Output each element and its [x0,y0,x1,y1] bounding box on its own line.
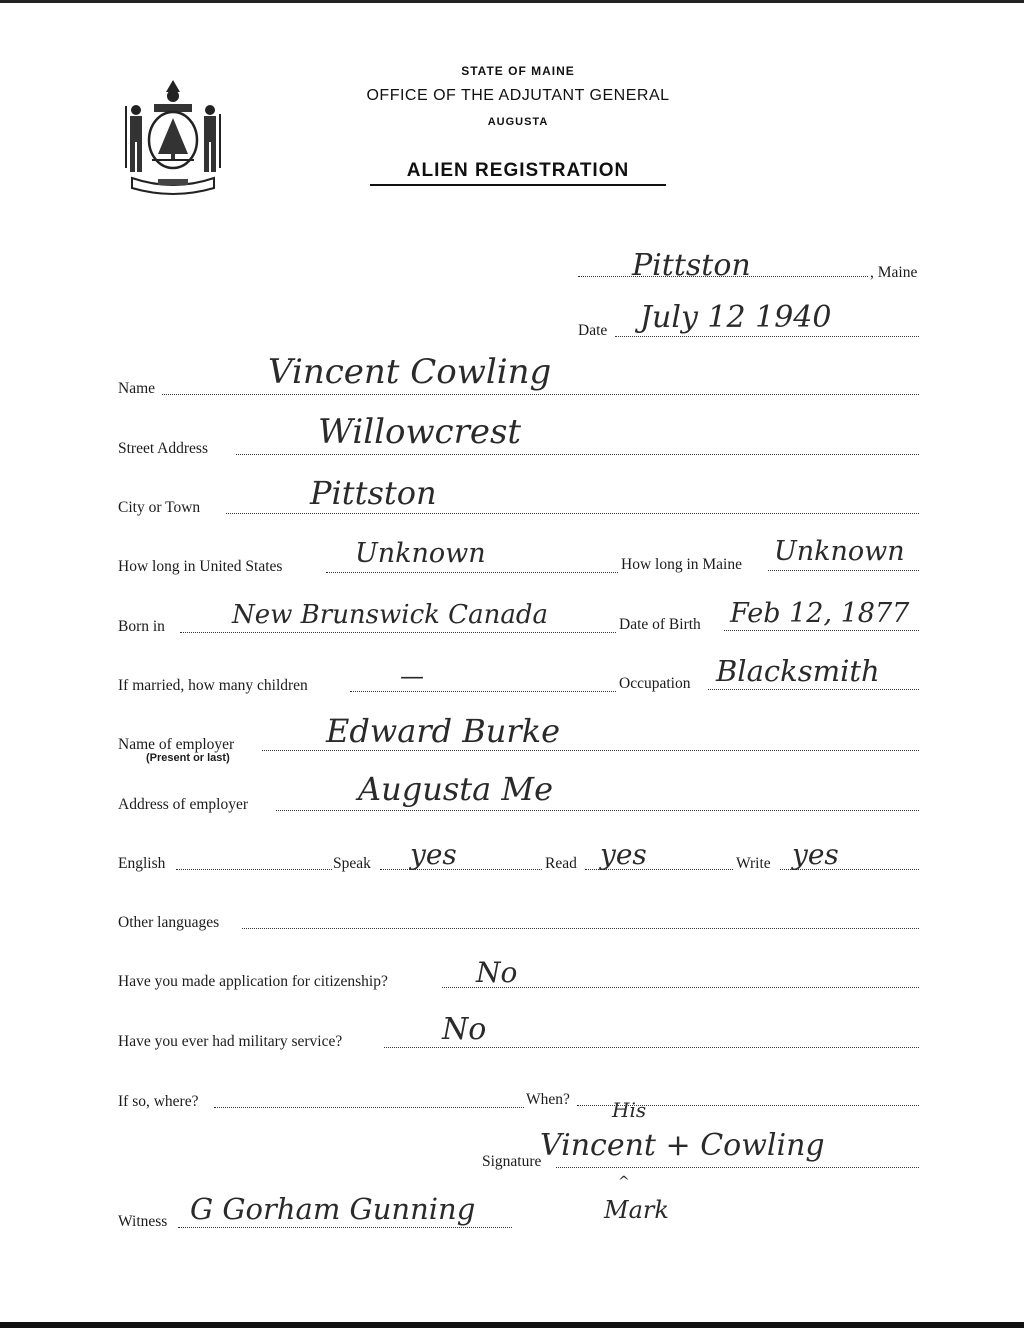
header-city: AUGUSTA [487,116,549,128]
citizenship-value: No [476,956,518,989]
how-long-me-value: Unknown [774,536,905,567]
write-label: Write [736,855,771,872]
street-value: Willowcrest [318,412,522,452]
name-line [162,394,919,395]
military-label: Have you ever had military service? [118,1033,343,1050]
town-value: Pittston [632,248,751,283]
english-line [176,869,332,870]
children-label: If married, how many children [118,677,308,694]
occupation-value: Blacksmith [716,654,880,688]
speak-value: yes [410,838,457,871]
street-label: Street Address [118,440,208,457]
date-line [615,336,919,337]
english-label: English [118,855,166,872]
employer-note: (Present or last) [146,752,230,764]
speak-label: Speak [333,855,371,872]
other-lang-line [242,928,919,929]
how-long-us-label: How long in United States [118,558,283,575]
city-line [226,513,919,514]
name-label: Name [118,380,156,397]
occupation-line [708,689,919,690]
when-label: When? [526,1091,570,1108]
employer-addr-value: Augusta Me [358,770,554,808]
town-suffix: , Maine [870,264,918,281]
header-state: STATE OF MAINE [461,64,575,78]
employer-line [262,750,919,751]
date-label: Date [578,322,608,339]
how-long-me-label: How long in Maine [621,556,742,573]
signature-value: Vincent + Cowling [540,1128,825,1163]
born-in-label: Born in [118,618,165,635]
military-value: No [442,1012,487,1047]
signature-his-value: His [612,1098,647,1122]
employer-addr-label: Address of employer [118,796,248,813]
children-value: — [400,662,424,690]
where-line [214,1107,524,1108]
employer-addr-line [276,810,919,811]
speak-line [380,869,542,870]
date-value: July 12 1940 [640,300,832,335]
born-in-value: New Brunswick Canada [232,600,548,630]
header-office: OFFICE OF THE ADJUTANT GENERAL [366,87,670,104]
maine-seal-icon [118,76,228,196]
dob-value: Feb 12, 1877 [730,598,910,629]
witness-value: G Gorham Gunning [190,1192,476,1226]
where-label: If so, where? [118,1093,199,1110]
witness-label: Witness [118,1213,168,1230]
other-lang-label: Other languages [118,914,220,931]
children-line [350,691,616,692]
signature-label: Signature [482,1153,542,1170]
read-label: Read [545,855,577,872]
military-line [384,1047,919,1048]
scan-edge-bottom [0,1322,1024,1328]
read-value: yes [600,838,647,871]
how-long-us-value: Unknown [355,538,486,569]
street-line [236,454,919,455]
how-long-us-line [326,572,618,573]
citizenship-label: Have you made application for citizenship? [118,973,388,990]
city-label: City or Town [118,499,201,516]
scan-edge-top [0,0,1024,3]
signature-mark-arrow-icon: ^ [618,1174,630,1190]
employer-label: Name of employer [118,736,235,753]
signature-mark-value: Mark [604,1196,669,1224]
dob-line [724,630,919,631]
write-value: yes [792,838,839,871]
city-value: Pittston [310,474,437,512]
occupation-label: Occupation [619,675,691,692]
signature-line [556,1167,919,1168]
dob-label: Date of Birth [619,616,701,633]
witness-line [178,1227,512,1228]
name-value: Vincent Cowling [268,352,552,392]
employer-value: Edward Burke [326,712,561,750]
born-in-line [180,632,616,633]
how-long-me-line [768,570,919,571]
form-title: ALIEN REGISTRATION [370,160,666,186]
